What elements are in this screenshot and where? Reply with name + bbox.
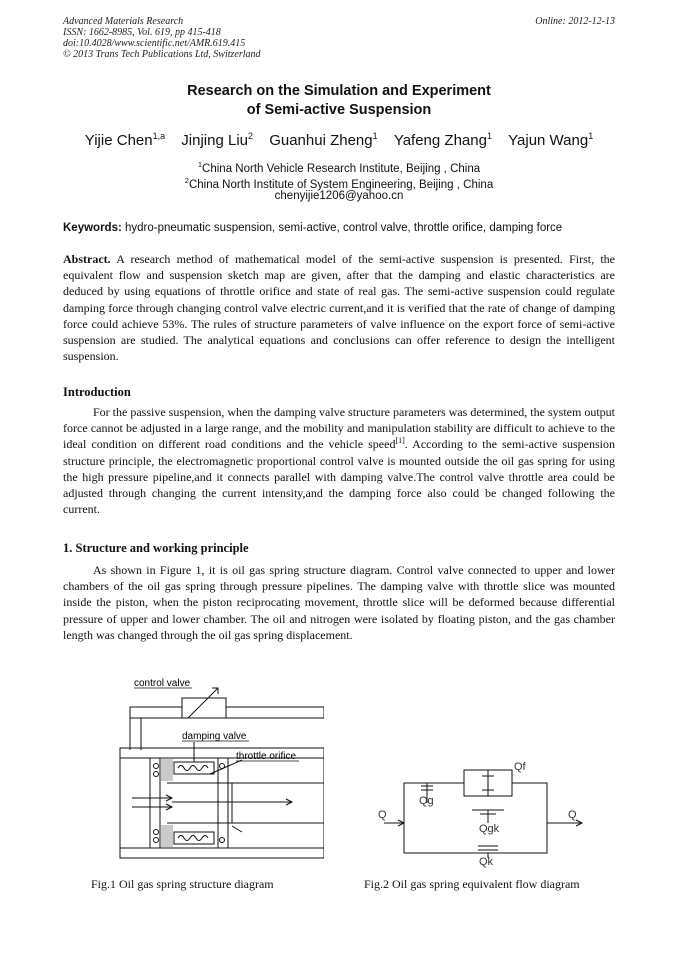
keywords [63,222,623,234]
label-throttle-orifice: throttle orifice [236,751,297,762]
author: Jinjing Liu$^2$ [181,131,254,149]
introduction-paragraph: For the passive suspension, when the damping valve structure parameters was determined, the system output force cannot be adjusted in a large range, and the mobility and manipulation stability are difficult to achieve to the ideal condition on different road conditions and the vehicle speed[1]. According to the semi-active suspension structure principle, the electromagnetic proportional control valve is mounted outside the oil gas spring for using the high pressure pipeline,and it connects parallel with damping valve.The control valve throttle area could be adjusted through changing the current intensity,and the damping force also could be changed following the current. [63,405,615,517]
author: Yajun Wang$^1$ [508,131,594,149]
author-email: chenyijie1206@yahoo.cn [274,190,404,202]
affiliation-2: $^2$China North Institute of System Engineering, Beijing , China [184,176,494,191]
label-qk: Qk [479,856,494,868]
figure-2-caption: Fig.2 Oil gas spring equivalent flow diagram [364,877,580,891]
journal-name: Advanced Materials Research [63,16,184,27]
control-valve-body [182,698,226,718]
figure-1-structure-diagram [112,670,324,875]
title-line-2: of Semi-active Suspension [246,102,432,118]
pressure-pipeline [130,707,324,718]
author-list [0,131,678,149]
keywords-label: Keywords: [63,222,122,234]
journal-header [63,16,615,60]
label-damping-valve: damping valve [182,731,247,742]
keywords-text: hydro-pneumatic suspension, semi-active, control valve, throttle orifice, damping force [121,222,563,234]
doi-line: doi:10.4028/www.scientific.net/AMR.619.415 [63,38,246,49]
author: Guanhui Zheng$^1$ [269,131,378,149]
online-date: Online: 2012-12-13 [535,16,615,27]
title-line-1: Research on the Simulation and Experiment [187,83,491,99]
section-1-heading: 1. Structure and working principle [63,541,249,555]
cylinder-body [120,748,324,858]
label-qgk: Qgk [479,823,500,835]
label-qf: Qf [514,761,526,773]
author: Yijie Chen$^{1,a}$ [84,131,166,149]
label-qg: Qg [419,795,434,807]
figure-1-caption: Fig.1 Oil gas spring structure diagram [91,877,274,891]
figure-2-flow-diagram [372,758,592,868]
paper-title [0,82,678,120]
introduction-heading: Introduction [63,385,131,399]
affiliation-1: $^1$China North Vehicle Research Institute, Beijing , China [197,160,481,175]
label-q-in: Q [378,809,387,821]
citation: [1] [395,436,405,446]
issn-line: ISSN: 1662-8985, Vol. 619, pp 415-418 [63,27,221,38]
abstract-text: A research method of mathematical model of the semi-active suspension is presented. First, the equivalent flow and suspension sketch map are given, after that the damping and elastic characteristics are deduced by using equations of throttle orifice and state of real gas. The semi-active suspension could regulate damping force through changing control valve electric current,and it is verified that the rate of change of damping force could achieve 53%. The rules of structure parameters of valve influence on the export force of semi-active suspension are studied. The analytical equations and conclusions can offer reference to design the intelligent suspension. [63,252,615,364]
abstract-label: Abstract. [63,252,111,266]
label-control-valve: control valve [134,678,191,689]
author: Yafeng Zhang$^1$ [393,131,492,149]
copyright-line: © 2013 Trans Tech Publications Ltd, Switzerland [63,49,261,60]
abstract-paragraph [63,251,615,364]
section-1-paragraph: As shown in Figure 1, it is oil gas spring structure diagram. Control valve connected to upper and lower chambers of the oil gas spring through pressure pipelines. The damping valve with throttle slice was mounted inside the piston, when the piston reciprocating movement, throttle slice will be deformed because differential pressure of upper and lower chamber. The oil and nitrogen were isolated by floating piston, and the gas chamber length was changed through the oil gas spring displacement. [63,563,615,642]
label-q-out: Q [568,809,577,821]
